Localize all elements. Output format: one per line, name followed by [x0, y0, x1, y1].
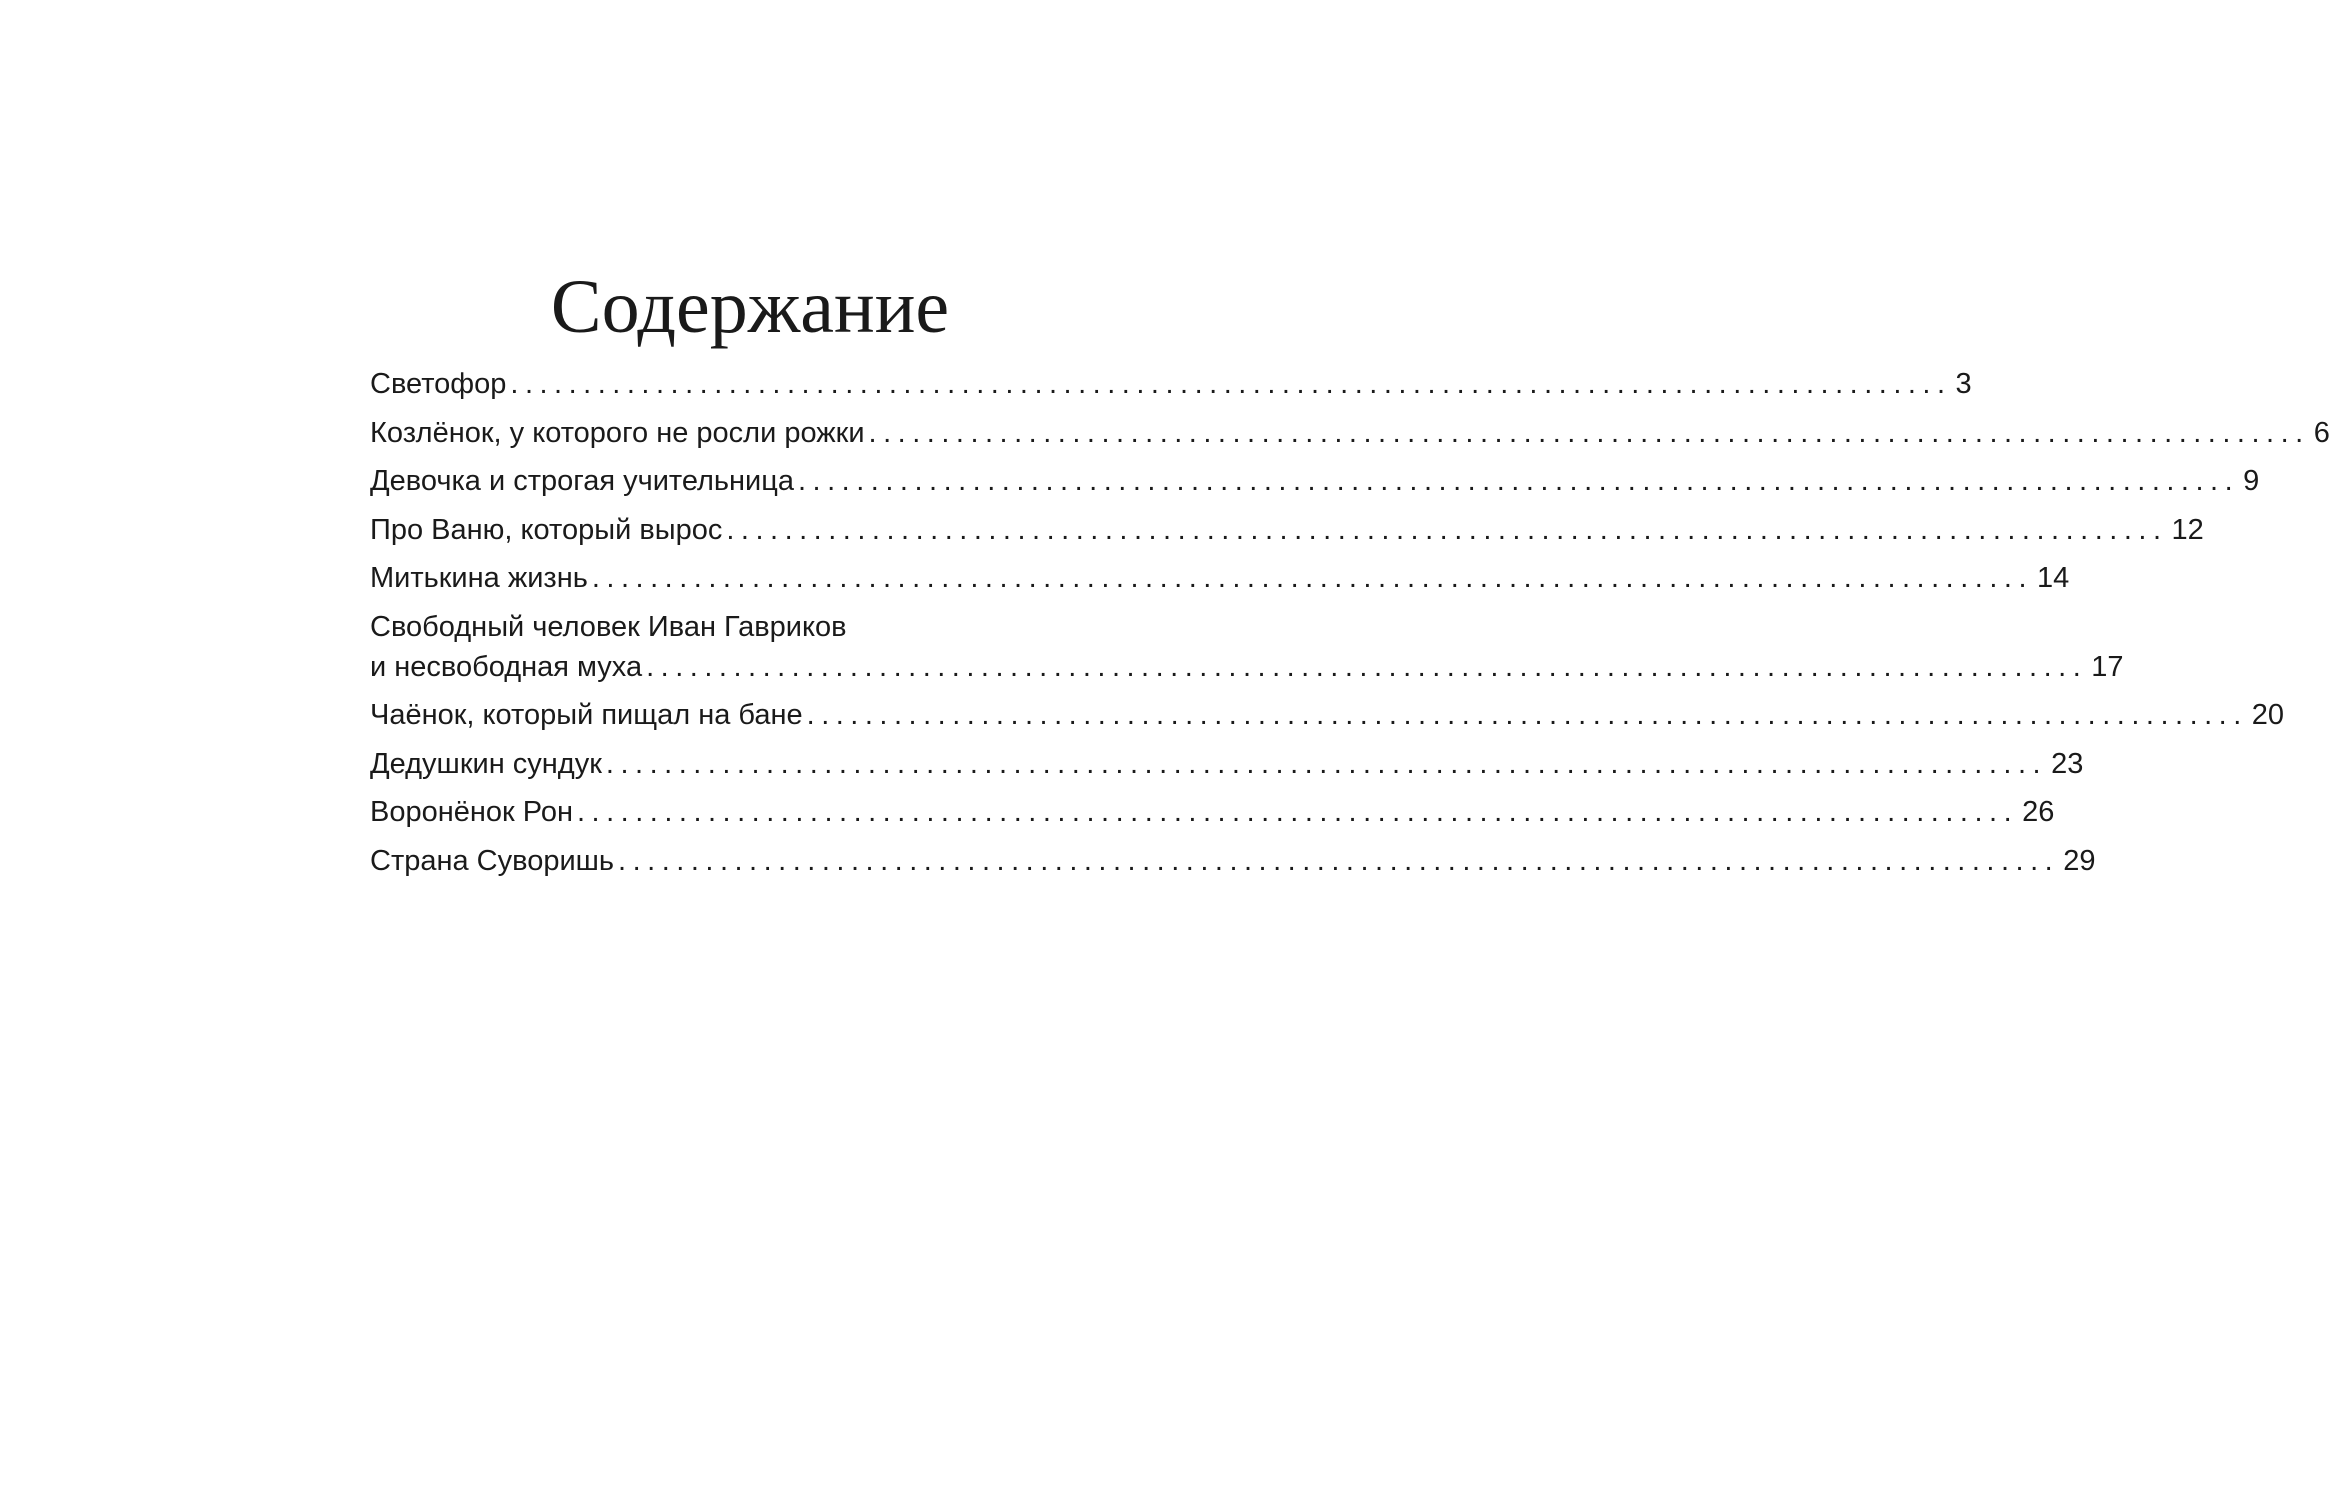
toc-entry-title: Митькина жизнь	[370, 562, 588, 594]
toc-line	[370, 413, 2330, 453]
toc-leader-dots: ...................................................................................................	[576, 796, 2019, 828]
toc-entry-title: Чаёнок, который пищал на бане	[370, 699, 803, 731]
toc-entry-title: Свободный человек Иван Гавриков	[370, 610, 847, 643]
toc-entry[interactable]	[370, 461, 2260, 501]
toc-page-number: 3	[1955, 368, 1972, 400]
toc-leader-dots: ...................................................................................................	[605, 747, 2048, 780]
toc-entry[interactable]	[370, 792, 2055, 832]
toc-leader-dots: ...................................................................................................	[510, 368, 1952, 400]
toc-entry[interactable]	[370, 744, 2084, 784]
toc-entry[interactable]	[370, 841, 2096, 881]
toc-leader-dots: ...................................................................................................	[798, 465, 2240, 497]
toc-line	[370, 792, 2055, 832]
toc-leader-dots: ...................................................................................................	[591, 562, 2034, 594]
toc-line	[370, 744, 2084, 784]
toc-page-number: 12	[2171, 513, 2204, 546]
toc-entry-title: Страна Суворишь	[370, 844, 615, 877]
toc-page-number: 9	[2243, 465, 2260, 497]
toc-entry[interactable]	[370, 607, 2124, 687]
toc-page-number: 17	[2091, 650, 2124, 683]
toc-page-number: 26	[2022, 796, 2055, 828]
toc-entry-title: Козлёнок, у которого не росли рожки	[370, 416, 865, 449]
toc-line	[370, 607, 1130, 647]
toc-line	[370, 510, 2204, 550]
toc-entry-title: Дедушкин сундук	[370, 747, 602, 780]
toc-page-number: 29	[2063, 844, 2096, 877]
toc-entry-title: Светофор	[370, 368, 507, 400]
toc-page-number: 6	[2313, 416, 2330, 449]
toc-entry[interactable]	[370, 695, 2285, 735]
toc-entry-title-continued: и несвободная муха	[370, 650, 643, 683]
toc-leader-dots: ...................................................................................................	[868, 416, 2310, 449]
toc-leader-dots: ...................................................................................................	[618, 844, 2060, 877]
toc-line	[370, 558, 2070, 598]
toc-page-number: 23	[2051, 747, 2084, 780]
table-of-contents	[370, 364, 2330, 889]
toc-entry[interactable]	[370, 510, 2204, 550]
toc-line	[370, 695, 2285, 735]
toc-page-number: 14	[2037, 562, 2070, 594]
toc-entry-title: Воронёнок Рон	[370, 796, 573, 828]
toc-entry[interactable]	[370, 558, 2070, 598]
toc-line	[370, 647, 2124, 687]
toc-line	[370, 841, 2096, 881]
toc-entry-title: Девочка и строгая учительница	[370, 465, 794, 497]
toc-page-number: 20	[2251, 699, 2285, 731]
toc-entry-title: Про Ваню, который вырос	[370, 513, 723, 546]
toc-line	[370, 364, 1972, 404]
toc-leader-dots: ...................................................................................................	[806, 699, 2248, 731]
toc-entry[interactable]	[370, 364, 1972, 404]
toc-leader-dots: ...................................................................................................	[726, 513, 2168, 546]
page-title: Содержание	[550, 265, 950, 349]
toc-leader-dots: ...................................................................................................	[646, 650, 2088, 683]
toc-entry[interactable]	[370, 413, 2330, 453]
toc-line	[370, 461, 2260, 501]
